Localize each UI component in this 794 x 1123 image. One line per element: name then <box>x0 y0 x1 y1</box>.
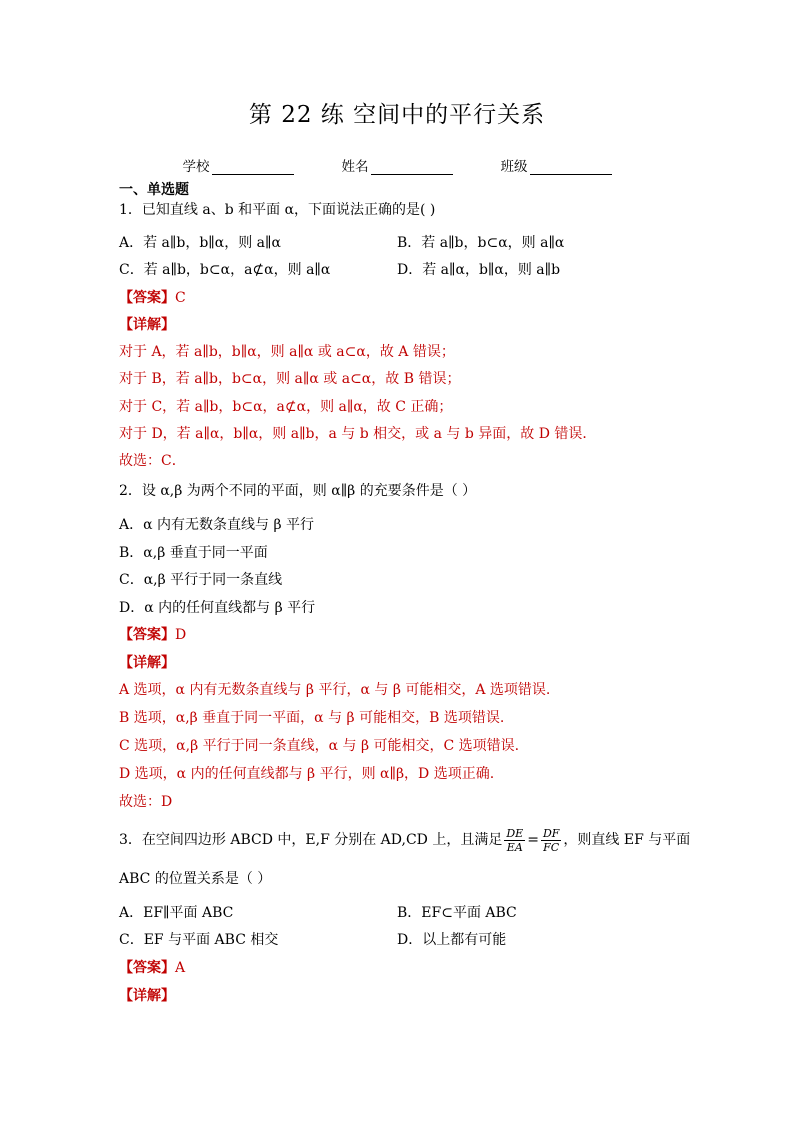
q2-detail-3: C 选项，α,β 平行于同一条直线，α 与 β 可能相交，C 选项错误. <box>119 738 520 754</box>
answer-value: A <box>175 960 186 976</box>
q2-detail-1: A 选项，α 内有无数条直线与 β 平行，α 与 β 可能相交，A 选项错误. <box>119 682 551 698</box>
q2-detail-label: 【详解】 <box>119 655 175 671</box>
q1-conclusion: 故选：C． <box>119 453 186 469</box>
q2-answer <box>119 626 186 644</box>
answer-value: D <box>175 627 187 643</box>
q1-option-b: B．若 a∥b，b⊂α，则 a∥α <box>397 235 565 251</box>
q2-option-b: B．α,β 垂直于同一平面 <box>119 545 268 561</box>
name-field[interactable]: 姓名 <box>342 155 453 175</box>
school-blank[interactable] <box>212 160 294 175</box>
name-blank[interactable] <box>371 160 453 175</box>
q2-detail-2: B 选项，α,β 垂直于同一平面，α 与 β 可能相交，B 选项错误. <box>119 710 505 726</box>
q2-detail-4: D 选项，α 内的任何直线都与 β 平行，则 α∥β，D 选项正确. <box>119 766 495 782</box>
fraction-de-ea: $\frac{DE}{EA}$ <box>506 826 524 854</box>
q1-answer <box>119 289 186 307</box>
answer-label: 【答案】 <box>119 960 175 976</box>
q3-stem <box>119 822 690 858</box>
q3-option-a: A．EF∥平面 ABC <box>119 905 234 921</box>
q3-answer <box>119 959 185 977</box>
q2-option-d: D．α 内的任何直线都与 β 平行 <box>119 600 316 616</box>
q3-stem-post: ，则直线 EF 与平面 <box>563 832 691 848</box>
school-field[interactable]: 学校 <box>183 155 294 175</box>
answer-label: 【答案】 <box>119 290 175 306</box>
q1-detail-3: 对于 C，若 a∥b，b⊂α，a⊄α，则 a∥α，故 C 正确； <box>119 399 453 415</box>
q1-stem: 1．已知直线 a、b 和平面 α，下面说法正确的是( ) <box>119 202 436 218</box>
q3-option-d: D．以上都有可能 <box>397 932 507 948</box>
q1-detail-label: 【详解】 <box>119 317 175 333</box>
q1-option-d: D．若 a∥α，b∥α，则 a∥b <box>397 262 561 278</box>
q3-stem-pre: 3．在空间四边形 ABCD 中，E,F 分别在 AD,CD 上，且满足 <box>119 832 503 848</box>
q2-stem: 2．设 α,β 为两个不同的平面，则 α∥β 的充要条件是（ ） <box>119 483 477 499</box>
class-field[interactable]: 班级 <box>501 155 612 175</box>
q3-stem-line2: ABC 的位置关系是（ ） <box>119 871 272 887</box>
q3-option-b: B．EF⊂平面 ABC <box>397 905 517 921</box>
q3-option-c: C．EF 与平面 ABC 相交 <box>119 932 279 948</box>
section-heading: 一、单选题 <box>119 182 189 198</box>
q2-option-a: A．α 内有无数条直线与 β 平行 <box>119 517 315 533</box>
student-info-row <box>0 155 794 175</box>
answer-value: C <box>175 290 186 306</box>
page-title: 第 22 练 空间中的平行关系 <box>248 102 546 128</box>
answer-label: 【答案】 <box>119 627 175 643</box>
class-blank[interactable] <box>530 160 612 175</box>
q1-detail-4: 对于 D，若 a∥α，b∥α，则 a∥b，a 与 b 相交，或 a 与 b 异面，故 D 错误． <box>119 426 597 442</box>
q1-option-c: C．若 a∥b，b⊂α，a⊄α，则 a∥α <box>119 262 331 278</box>
q1-option-a: A．若 a∥b，b∥α，则 a∥α <box>119 235 281 251</box>
q2-option-c: C．α,β 平行于同一条直线 <box>119 572 283 588</box>
q2-conclusion: 故选：D <box>119 794 173 810</box>
equals-sign: = <box>527 832 539 848</box>
q1-detail-2: 对于 B，若 a∥b，b⊂α，则 a∥α 或 a⊂α，故 B 错误； <box>119 371 461 387</box>
q1-detail-1: 对于 A，若 a∥b，b∥α，则 a∥α 或 a⊂α，故 A 错误； <box>119 344 455 360</box>
fraction-df-fc: $\frac{DF}{FC}$ <box>542 826 560 854</box>
q3-detail-label: 【详解】 <box>119 988 175 1004</box>
